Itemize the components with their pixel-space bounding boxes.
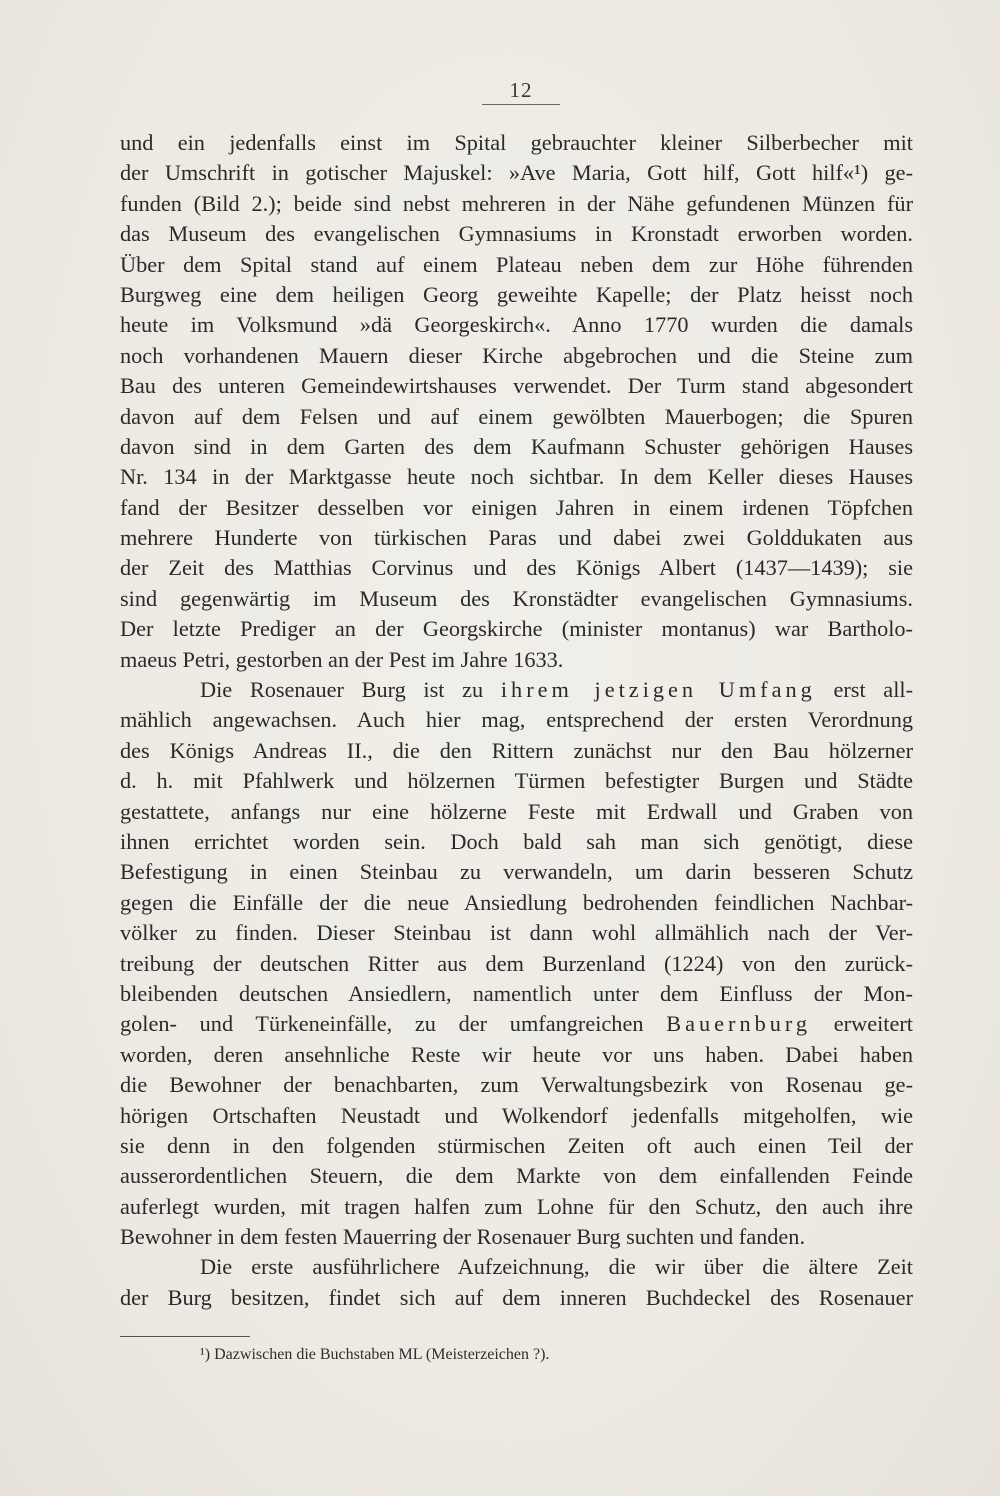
text-line: der Burg besitzen, findet sich auf dem inneren Buchdeckel des Rosenauer <box>120 1284 913 1310</box>
text-line-paragraph-start <box>120 675 913 705</box>
spaced-emphasis: ihrem jetzigen Umfang <box>500 677 816 703</box>
text-line: Der letzte Prediger an der Georgskirche (minister montanus) war Bartholo- <box>120 616 913 642</box>
text-line: auferlegt wurden, mit tragen halfen zum Lohne für den Schutz, den auch ihre <box>120 1193 913 1219</box>
text-line: funden (Bild 2.); beide sind nebst mehreren in der Nähe gefundenen Münzen für <box>120 190 913 216</box>
text-segment: erweitert <box>833 1011 914 1037</box>
spaced-emphasis: Bauernburg <box>666 1011 812 1037</box>
footnote-rule <box>120 1336 250 1337</box>
text-segment: Die Rosenauer Burg ist zu <box>200 677 484 703</box>
text-line: davon auf dem Felsen und auf einem gewölbten Mauerbogen; die Spuren <box>120 403 913 429</box>
text-line: bleibenden deutschen Ansiedlern, namentlich unter dem Einfluss der Mon- <box>120 980 913 1006</box>
text-line: Bau des unteren Gemeindewirtshauses verwendet. Der Turm stand abgesondert <box>120 373 913 399</box>
page-number: 12 <box>509 78 533 102</box>
text-line: das Museum des evangelischen Gymnasiums in Kronstadt erworben worden. <box>120 221 913 247</box>
text-line: heute im Volksmund »dä Georgeskirch«. Anno 1770 wurden die damals <box>120 312 913 338</box>
text-line: hörigen Ortschaften Neustadt und Wolkendorf jedenfalls mitgeholfen, wie <box>120 1102 913 1128</box>
text-line: Über dem Spital stand auf einem Plateau neben dem zur Höhe führenden <box>120 251 913 277</box>
text-line: Befestigung in einen Steinbau zu verwandeln, um darin besseren Schutz <box>120 859 913 885</box>
text-line: worden, deren ansehnliche Reste wir heute vor uns haben. Dabei haben <box>120 1041 913 1067</box>
text-line-paragraph-start: Die erste ausführlichere Aufzeichnung, die wir über die ältere Zeit <box>200 1254 913 1280</box>
text-line-emphasis <box>120 1009 913 1039</box>
text-line: mehrere Hunderte von türkischen Paras und dabei zwei Golddukaten aus <box>120 525 913 551</box>
text-line: sind gegenwärtig im Museum des Kronstädter evangelischen Gymnasiums. <box>120 585 913 611</box>
text-line: davon sind in dem Garten des dem Kaufmann Schuster gehörigen Hauses <box>120 433 913 459</box>
text-line: und ein jedenfalls einst im Spital gebrauchter kleiner Silberbecher mit <box>120 130 913 155</box>
text-line: der Umschrift in gotischer Majuskel: »Ave Maria, Gott hilf, Gott hilf«¹) ge- <box>120 160 913 186</box>
text-line: die Bewohner der benachbarten, zum Verwaltungsbezirk von Rosenau ge- <box>120 1072 913 1098</box>
text-line: sie denn in den folgenden stürmischen Zeiten oft auch einen Teil der <box>120 1132 913 1158</box>
text-line: der Zeit des Matthias Corvinus und des Königs Albert (1437—1439); sie <box>120 555 913 581</box>
text-segment: golen- und Türkeneinfälle, zu der umfangreichen <box>120 1011 644 1037</box>
body-text <box>120 128 913 1313</box>
text-line: gestattete, anfangs nur eine hölzerne Feste mit Erdwall und Graben von <box>120 798 913 824</box>
text-line: mählich angewachsen. Auch hier mag, entsprechend der ersten Verordnung <box>120 707 913 733</box>
text-segment: erst all- <box>833 677 914 703</box>
text-line: treibung der deutschen Ritter aus dem Burzenland (1224) von den zurück- <box>120 950 913 976</box>
text-line: noch vorhandenen Mauern dieser Kirche abgebrochen und die Steine zum <box>120 342 913 368</box>
footnote: ¹) Dazwischen die Buchstaben ML (Meisterzeichen ?). <box>200 1346 550 1363</box>
text-line: des Königs Andreas II., die den Rittern zunächst nur den Bau hölzerner <box>120 737 913 763</box>
text-line: ausserordentlichen Steuern, die dem Markte von dem einfallenden Feinde <box>120 1163 913 1189</box>
text-line: ihnen errichtet worden sein. Doch bald sah man sich genötigt, diese <box>120 828 913 854</box>
page-number-rule <box>482 104 560 105</box>
text-line: gegen die Einfälle der die neue Ansiedlung bedrohenden feindlichen Nachbar- <box>120 889 913 915</box>
text-line: fand der Besitzer desselben vor einigen Jahren in einem irdenen Töpfchen <box>120 494 913 520</box>
text-line: Burgweg eine dem heiligen Georg geweihte Kapelle; der Platz heisst noch <box>120 281 913 307</box>
text-line: d. h. mit Pfahlwerk und hölzernen Türmen befestigter Burgen und Städte <box>120 768 913 794</box>
text-line: Nr. 134 in der Marktgasse heute noch sichtbar. In dem Keller dieses Hauses <box>120 464 913 490</box>
text-line: Bewohner in dem festen Mauerring der Rosenauer Burg suchten und fanden. <box>120 1224 806 1250</box>
text-line: maeus Petri, gestorben an der Pest im Jahre 1633. <box>120 646 564 672</box>
text-line: völker zu finden. Dieser Steinbau ist dann wohl allmählich nach der Ver- <box>120 920 913 946</box>
